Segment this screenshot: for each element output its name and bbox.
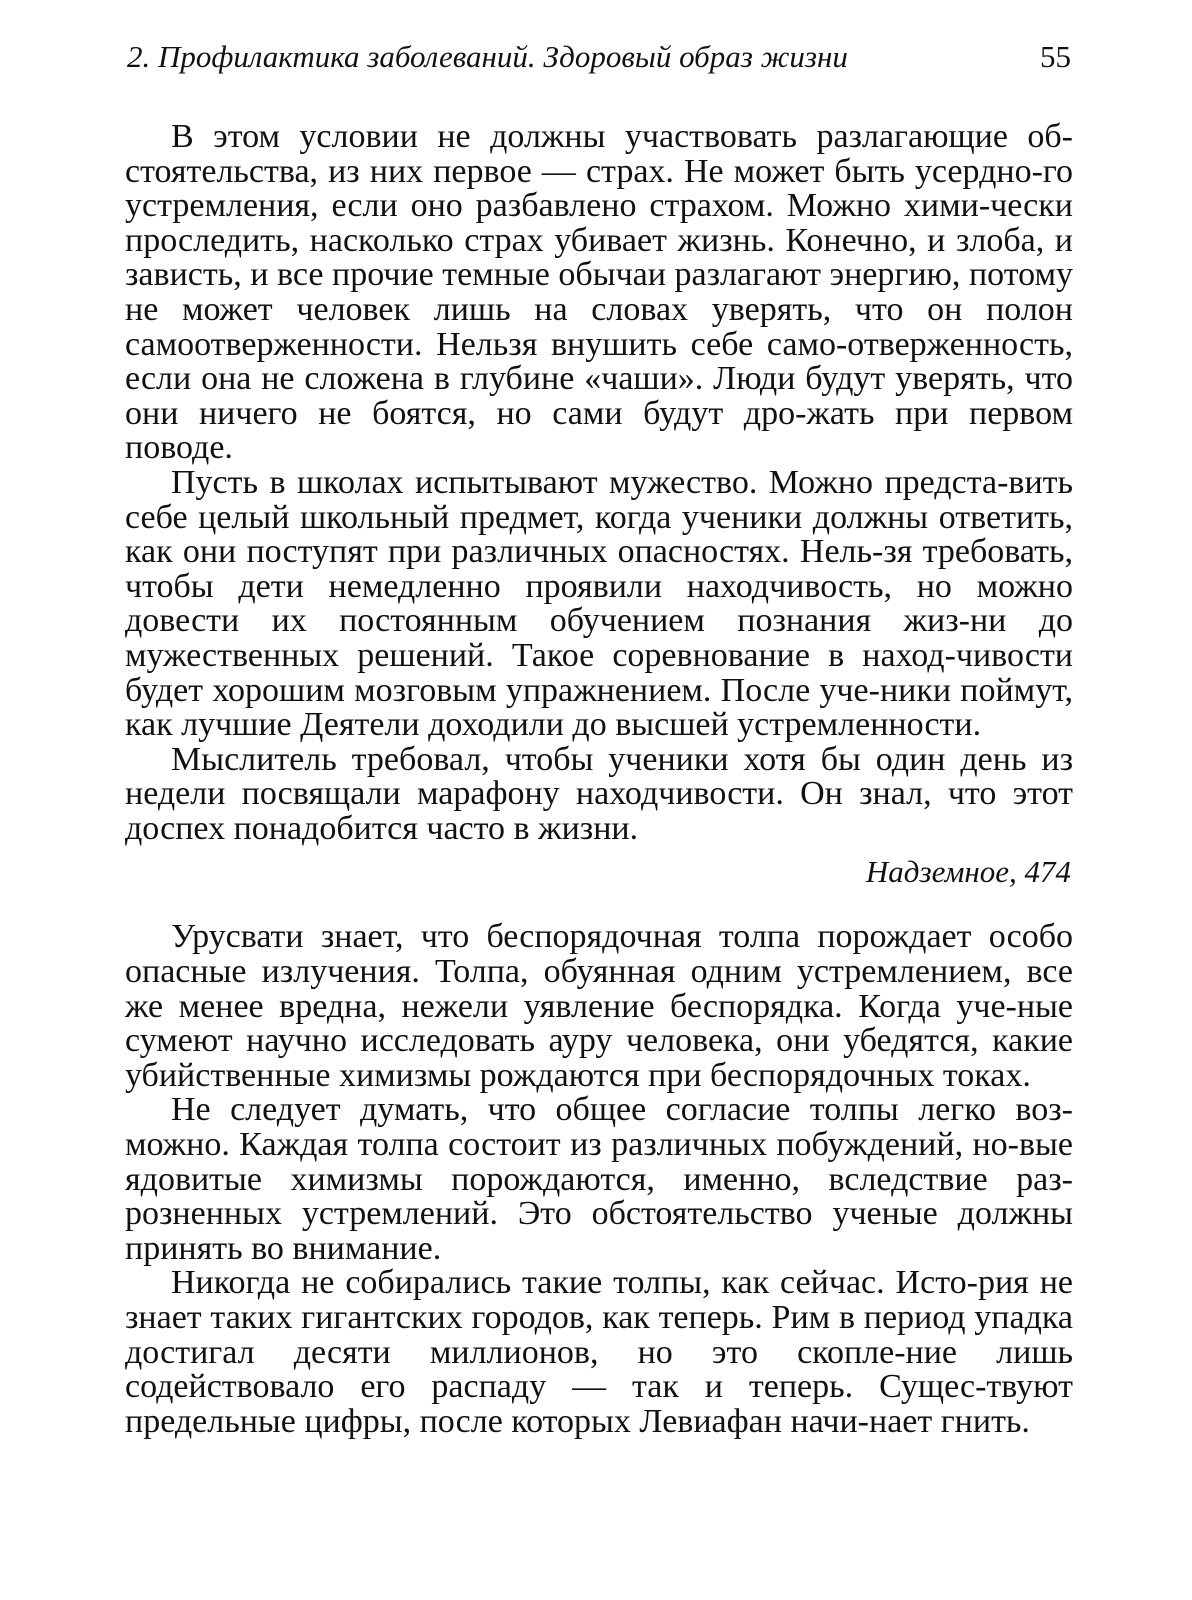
page-number: 55	[1040, 39, 1071, 74]
running-header	[125, 36, 1073, 78]
section-gap	[125, 892, 1073, 920]
running-title: 2. Профилактика заболеваний. Здоровый образ жизни	[127, 39, 848, 74]
paragraph: Урусвати знает, что беспорядочная толпа порождает особо опасные излучения. Толпа, обуянная одним устремлением, все же менее вредна, нежели уявление беспорядка. Когда уче-ные сумеют научно исследовать ауру человека, они убедятся, какие убийственные химизмы рождаются при беспорядочных токах.	[125, 918, 1073, 1094]
paragraph: Никогда не собирались такие толпы, как сейчас. Исто-рия не знает таких гигантских городов, как теперь. Рим в период упадка достигал десяти миллионов, но это скопле-ние лишь содействовало его распаду — так и теперь. Сущес-твуют предельные цифры, после которых Левиафан начи-нает гнить.	[125, 1264, 1073, 1440]
paragraph: Мыслитель требовал, чтобы ученики хотя бы один день из недели посвящали марафону находчивости. Он знал, что этот доспех понадобится часто в жизни.	[125, 740, 1073, 847]
source-citation: Надземное, 474	[865, 854, 1071, 890]
paragraph: Не следует думать, что общее согласие толпы легко воз-можно. Каждая толпа состоит из различных побуждений, но-вые ядовитые химизмы порождаются, именно, вследствие раз-розненных устремлений. Это обстоятельство ученые должны принять во внимание.	[125, 1091, 1073, 1267]
book-page	[125, 36, 1073, 1439]
page-body	[125, 120, 1073, 1439]
paragraph: Пусть в школах испытывают мужество. Можно предста-вить себе целый школьный предмет, когда ученики должны ответить, как они поступят при различных опасностях. Нель-зя требовать, чтобы дети немедленно проявили находчивость, но можно довести их постоянным обучением познания жиз-ни до мужественных решений. Такое соревнование в наход-чивости будет хорошим мозговым упражнением. После уче-ники поймут, как лучшие Деятели доходили до высшей устремленности.	[125, 463, 1073, 744]
paragraph: В этом условии не должны участвовать разлагающие об-стоятельства, из них первое — страх. Не может быть усердно-го устремления, если оно разбавлено страхом. Можно хими-чески проследить, насколько страх убивает жизнь. Конечно, и злоба, и зависть, и все прочие темные обычаи разлагают энергию, потому не может человек лишь на словах уверять, что он полон самоотверженности. Нельзя внушить себе само-отверженность, если она не сложена в глубине «чаши». Люди будут уверять, что они ничего не боятся, но сами будут дро-жать при первом поводе.	[125, 118, 1073, 467]
